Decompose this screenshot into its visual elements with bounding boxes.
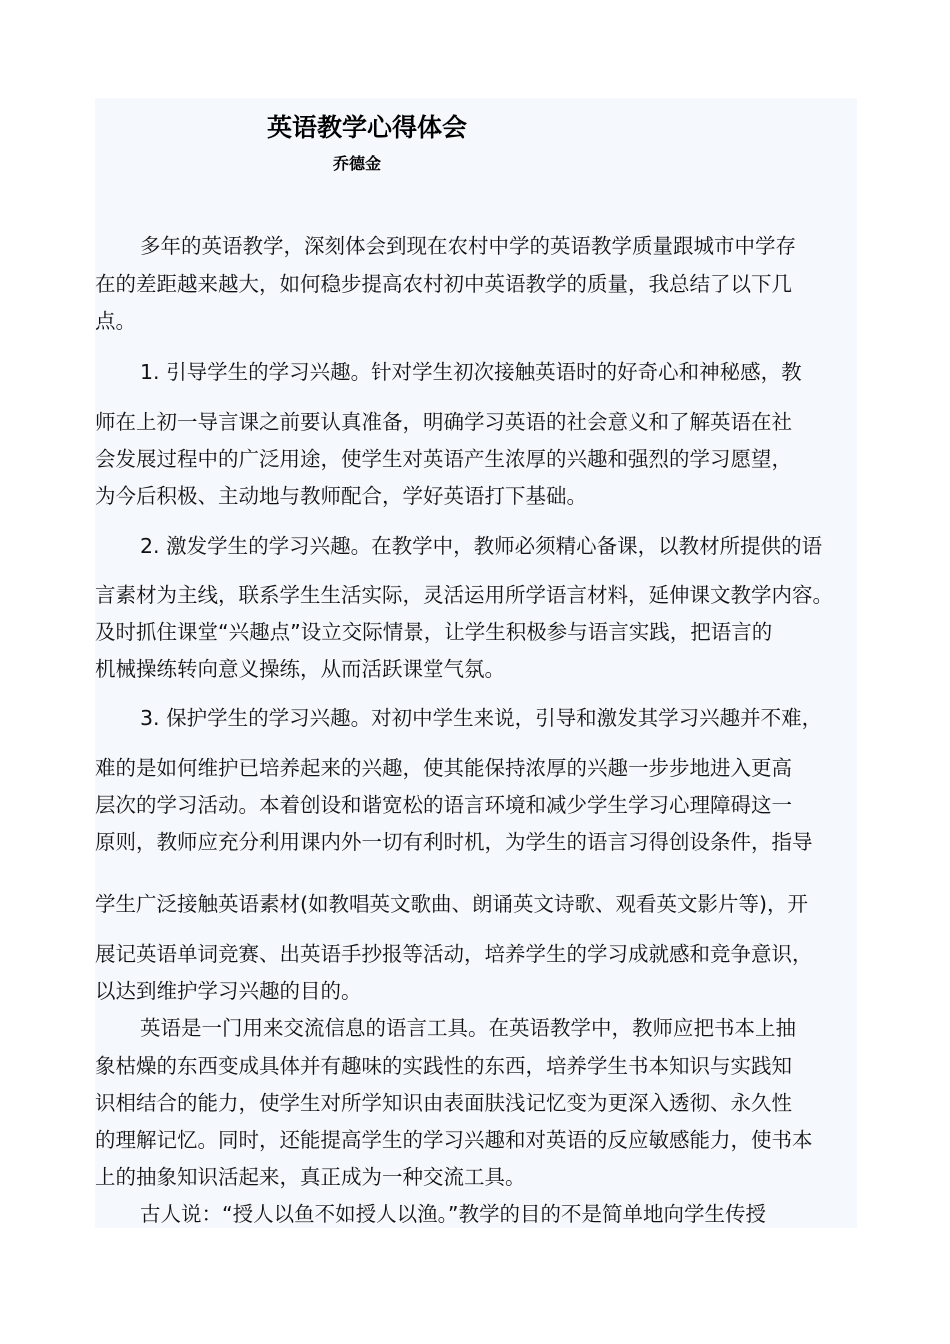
paragraph-line: 机械操练转向意义操练，从而活跃课堂气氛。: [95, 657, 505, 681]
paragraph-line: 言素材为主线，联系学生生活实际，灵活运用所学语言材料，延伸课文教学内容。: [95, 583, 833, 607]
paragraph-line: 师在上初一导言课之前要认真准备，明确学习英语的社会意义和了解英语在社: [95, 410, 792, 434]
paragraph-line: 点。: [95, 309, 136, 333]
paragraph-line: 层次的学习活动。本着创设和谐宽松的语言环境和减少学生学习心理障碍这一: [95, 793, 792, 817]
paragraph-line: 上的抽象知识活起来，真正成为一种交流工具。: [95, 1165, 526, 1189]
document-title: 英语教学心得体会: [267, 113, 468, 142]
paragraph-line: 古人说：“授人以鱼不如授人以渔。”教学的目的不是简单地向学生传授: [140, 1202, 766, 1226]
paragraph-line: 为今后积极、主动地与教师配合，学好英语打下基础。: [95, 484, 587, 508]
paragraph-line: 在的差距越来越大，如何稳步提高农村初中英语教学的质量，我总结了以下几: [95, 272, 792, 296]
paragraph-line: 识相结合的能力，使学生对所学知识由表面肤浅记忆变为更深入透彻、永久性: [95, 1091, 792, 1115]
paragraph-line: 2. 激发学生的学习兴趣。在教学中，教师必须精心备课，以教材所提供的语: [140, 534, 823, 558]
paragraph-line: 原则，教师应充分利用课内外一切有利时机，为学生的语言习得创设条件，指导: [95, 830, 813, 854]
document-author: 乔德金: [333, 154, 382, 173]
document-body: [95, 98, 857, 1228]
paragraph-line: 多年的英语教学，深刻体会到现在农村中学的英语教学质量跟城市中学存: [140, 234, 796, 258]
paragraph-line: 以达到维护学习兴趣的目的。: [95, 979, 362, 1003]
paragraph-line: 英语是一门用来交流信息的语言工具。在英语教学中，教师应把书本上抽: [140, 1016, 796, 1040]
paragraph-line: 难的是如何维护已培养起来的兴趣，使其能保持浓厚的兴趣一步步地进入更高: [95, 756, 792, 780]
paragraph-line: 展记英语单词竞赛、出英语手抄报等活动，培养学生的学习成就感和竞争意识，: [95, 942, 813, 966]
paragraph-line: 1. 引导学生的学习兴趣。针对学生初次接触英语时的好奇心和神秘感，教: [140, 360, 802, 384]
paragraph-line: 的理解记忆。同时，还能提高学生的学习兴趣和对英语的反应敏感能力，使书本: [95, 1128, 813, 1152]
paragraph-line: 学生广泛接触英语素材(如教唱英文歌曲、朗诵英文诗歌、观看英文影片等)，开: [95, 892, 808, 916]
paragraph-line: 会发展过程中的广泛用途，使学生对英语产生浓厚的兴趣和强烈的学习愿望，: [95, 447, 792, 471]
paragraph-line: 象枯燥的东西变成具体并有趣味的实践性的东西，培养学生书本知识与实践知: [95, 1054, 792, 1078]
paragraph-line: 及时抓住课堂“兴趣点”设立交际情景，让学生积极参与语言实践，把语言的: [95, 620, 773, 644]
paragraph-line: 3. 保护学生的学习兴趣。对初中学生来说，引导和激发其学习兴趣并不难，: [140, 706, 823, 730]
